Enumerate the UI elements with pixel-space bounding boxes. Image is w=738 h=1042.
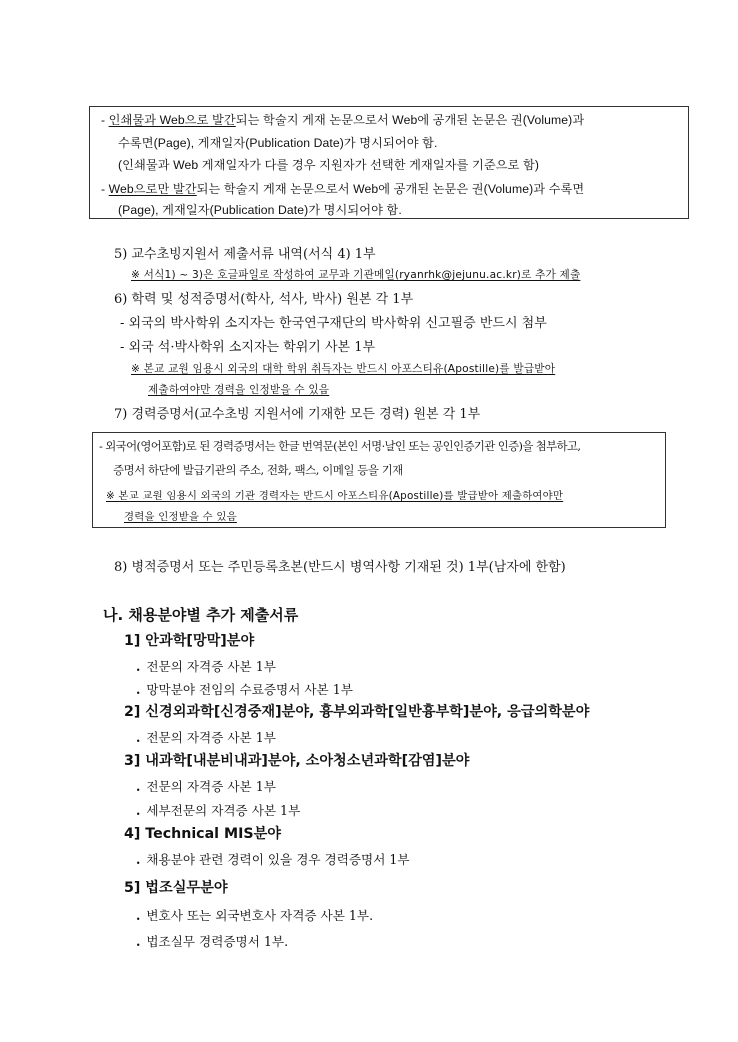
- item-6-sub-1: - 외국의 박사학위 소지자는 한국연구재단의 박사학위 신고필증 반드시 첨부: [120, 316, 547, 331]
- box1-line-3: (인쇄물과 Web 게재일자가 다를 경우 지원자가 선택한 게재일자를 기준으로 함): [118, 158, 540, 172]
- item-7: 7) 경력증명서(교수초빙 지원서에 기재한 모든 경력) 원본 각 1부: [114, 407, 481, 422]
- field-5-bullet-1: . 변호사 또는 외국변호사 자격증 사본 1부.: [136, 908, 374, 923]
- box2-note-line-2: 경력을 인정받을 수 있음: [124, 511, 237, 523]
- underlined-phrase: Web으로만 발간: [108, 182, 197, 196]
- item-5: 5) 교수초빙지원서 제출서류 내역(서식 4) 1부: [114, 247, 376, 262]
- field-heading-5: 5] 법조실무분야: [124, 880, 228, 896]
- field-1-bullet-2: . 망막분야 전임의 수료증명서 사본 1부: [136, 682, 353, 697]
- item-6-sub-2: - 외국 석·박사학위 소지자는 학위기 사본 1부: [120, 340, 376, 355]
- box1-line-1: - 인쇄물과 Web으로 발간되는 학술지 게재 논문으로서 Web에 공개된 논문은 권(Volume)과: [101, 113, 585, 127]
- field-1-bullet-1: . 전문의 자격증 사본 1부: [136, 659, 276, 674]
- item-8: 8) 병적증명서 또는 주민등록초본(반드시 병역사항 기재된 것) 1부(남자에 한함): [114, 560, 566, 575]
- box1-line-5: (Page), 게재일자(Publication Date)가 명시되어야 함.: [118, 203, 402, 217]
- box1-line-2: 수록면(Page), 게재일자(Publication Date)가 명시되어야 함.: [118, 136, 438, 150]
- field-heading-1: 1] 안과학[망막]분야: [124, 633, 255, 649]
- box2-line-1: - 외국어(영어포함)로 된 경력증명서는 한글 번역문(본인 서명·날인 또는 공인인증기관 인증)을 첨부하고,: [99, 439, 581, 453]
- field-5-bullet-2: . 법조실무 경력증명서 1부.: [136, 934, 289, 949]
- field-heading-4: 4] Technical MIS분야: [124, 826, 281, 842]
- item-6-note-line-2: 제출하여야만 경력을 인정받을 수 있음: [148, 384, 330, 396]
- box2-line-2: 증명서 하단에 발급기관의 주소, 전화, 팩스, 이메일 등을 기재: [113, 463, 403, 477]
- box1-line-4: - Web으로만 발간되는 학술지 게재 논문으로서 Web에 공개된 논문은 권(Volume)과 수록면: [101, 182, 585, 196]
- underlined-phrase: 인쇄물과 Web으로 발간: [108, 113, 236, 127]
- field-heading-3: 3] 내과학[내분비내과]분야, 소아청소년과학[감염]분야: [124, 753, 470, 769]
- item-6: 6) 학력 및 성적증명서(학사, 석사, 박사) 원본 각 1부: [114, 292, 414, 307]
- field-2-bullet-1: . 전문의 자격증 사본 1부: [136, 730, 276, 745]
- section-title-additional-documents: 나. 채용분야별 추가 제출서류: [103, 606, 299, 624]
- item-5-note: ※ 서식1) ~ 3)은 호글파일로 작성하여 교무과 기관메일(ryanrhk@jejunu.ac.kr)로 추가 제출: [131, 269, 581, 281]
- box2-note-line-1: ※ 본교 교원 임용시 외국의 기관 경력자는 반드시 아포스티유(Apostille)를 발급받아 제출하여야만: [106, 490, 564, 502]
- field-heading-2: 2] 신경외과학[신경중재]분야, 흉부외과학[일반흉부학]분야, 응급의학분야: [124, 704, 590, 720]
- field-3-bullet-1: . 전문의 자격증 사본 1부: [136, 779, 276, 794]
- item-6-note-line-1: ※ 본교 교원 임용시 외국의 대학 학위 취득자는 반드시 아포스티유(Apostille)를 발급받아: [131, 363, 556, 375]
- field-3-bullet-2: . 세부전문의 자격증 사본 1부: [136, 803, 301, 818]
- field-4-bullet-1: . 채용분야 관련 경력이 있을 경우 경력증명서 1부: [136, 852, 410, 867]
